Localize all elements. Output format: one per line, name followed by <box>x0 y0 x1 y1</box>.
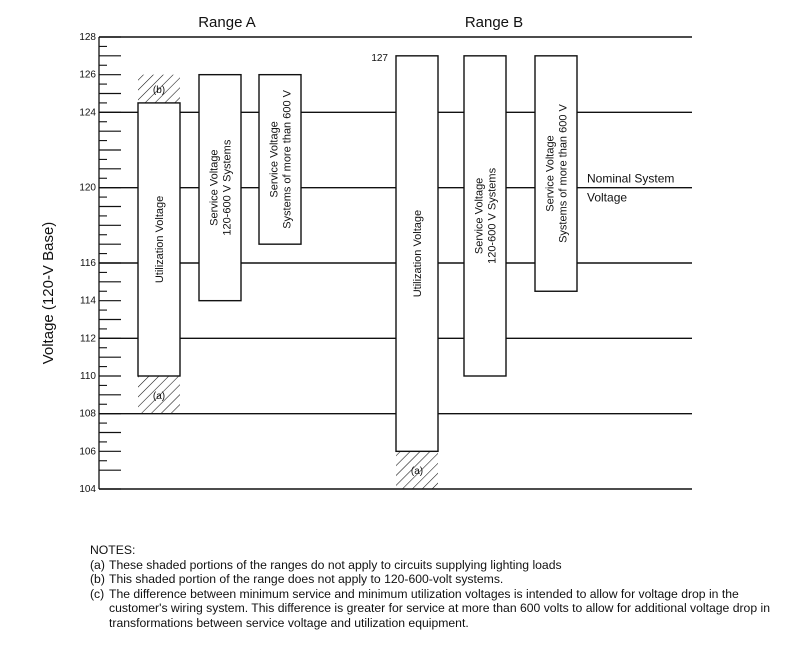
y-axis-title: Voltage (120-V Base) <box>40 221 57 365</box>
y-tick-label: 104 <box>79 484 96 495</box>
note-text: This shaded portion of the range does not apply to 120-600-volt systems. <box>109 572 504 587</box>
note-key: (a) <box>90 557 105 572</box>
bar-label: Service VoltageSystems of more than 600 V <box>268 90 294 229</box>
note-text: The difference between minimum service and minimum utilization voltages is intended to allow for voltage drop in the customer's wiring system. This difference is greater for service at more than 600 volts to allow for additional voltage drop in transformations between service voltage and utilization equipment. <box>109 586 770 630</box>
bar-label: Service Voltage120-600 V Systems <box>473 167 499 264</box>
group-title: Range B <box>464 14 524 31</box>
notes <box>90 543 790 631</box>
y-tick-label: 108 <box>79 408 96 420</box>
notes-heading: NOTES: <box>90 543 136 557</box>
note-key: (b) <box>90 572 105 587</box>
y-tick-label: 126 <box>79 69 96 81</box>
note-item <box>90 587 790 631</box>
shaded-tag: (b) <box>152 84 166 96</box>
note-item <box>90 572 790 587</box>
group-title: Range A <box>198 14 256 31</box>
y-axis <box>40 32 121 495</box>
y-tick-label: 124 <box>79 107 96 119</box>
bar-top-label: 127 <box>371 52 388 64</box>
annotation-label: Voltage <box>587 190 628 205</box>
annotation-label: Nominal System <box>587 171 675 186</box>
note-key: (c) <box>90 586 105 601</box>
bar-label: Service Voltage120-600 V Systems <box>208 139 234 236</box>
y-tick-label: 106 <box>79 446 96 458</box>
note-item <box>90 558 790 573</box>
y-tick-label: 116 <box>80 258 96 269</box>
bar-label: Utilization Voltage <box>154 195 166 284</box>
y-tick-label: 110 <box>80 371 96 382</box>
note-text: These shaded portions of the ranges do not apply to circuits supplying lighting loads <box>109 557 562 572</box>
y-tick-label: 120 <box>79 182 96 194</box>
bar-label: Utilization Voltage <box>412 209 424 298</box>
shaded-tag: (a) <box>152 390 166 402</box>
shaded-tag: (a) <box>410 466 424 478</box>
bars <box>138 56 577 489</box>
y-tick-label: 112 <box>80 333 96 345</box>
y-tick-label: 114 <box>80 295 96 307</box>
bar-label: Service VoltageSystems of more than 600 V <box>544 104 570 243</box>
y-tick-label: 128 <box>79 32 96 43</box>
